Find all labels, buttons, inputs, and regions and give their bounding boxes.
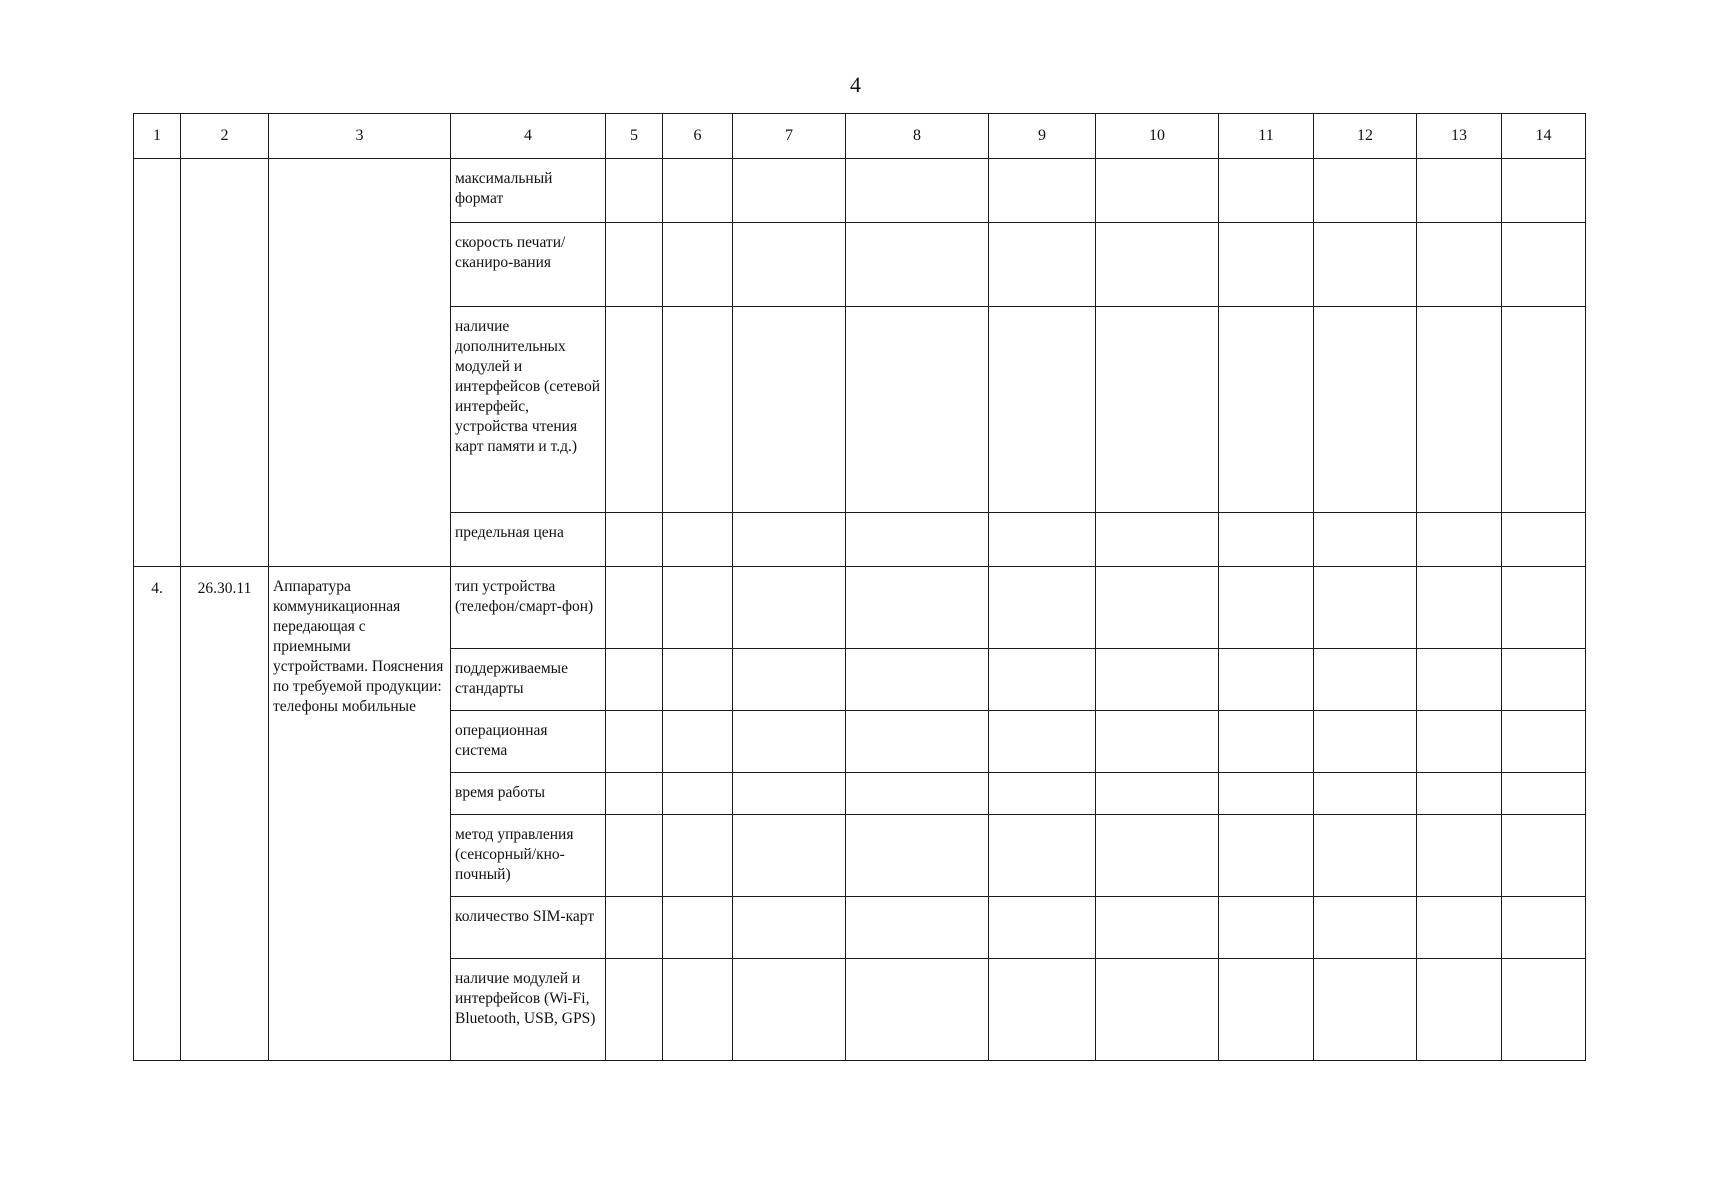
- item-code-cell: [181, 159, 269, 567]
- characteristic-cell: [451, 815, 606, 897]
- column-header: 11: [1219, 114, 1314, 159]
- empty-cell: [1314, 959, 1417, 1061]
- empty-cell: [606, 711, 663, 773]
- empty-cell: [1219, 815, 1314, 897]
- empty-cell: [606, 223, 663, 307]
- characteristic-cell: [451, 959, 606, 1061]
- empty-cell: [1096, 513, 1219, 567]
- empty-cell: [663, 223, 733, 307]
- column-header: 1: [134, 114, 181, 159]
- empty-cell: [989, 897, 1096, 959]
- empty-cell: [663, 897, 733, 959]
- characteristic-label: скорость печати/сканиро-вания: [455, 234, 566, 271]
- empty-cell: [1314, 773, 1417, 815]
- empty-cell: [1417, 513, 1502, 567]
- empty-cell: [733, 223, 846, 307]
- empty-cell: [846, 159, 989, 223]
- item-name-cell: [269, 567, 451, 1061]
- empty-cell: [1096, 773, 1219, 815]
- empty-cell: [989, 815, 1096, 897]
- characteristic-label: количество SIM-карт: [455, 908, 595, 925]
- empty-cell: [1219, 159, 1314, 223]
- empty-cell: [1314, 711, 1417, 773]
- empty-cell: [1096, 959, 1219, 1061]
- characteristic-cell: [451, 773, 606, 815]
- column-header: 13: [1417, 114, 1502, 159]
- column-header: 4: [451, 114, 606, 159]
- characteristic-cell: [451, 897, 606, 959]
- item-code-cell: [181, 567, 269, 1061]
- characteristic-cell: [451, 159, 606, 223]
- characteristic-label: максимальный формат: [455, 170, 553, 207]
- empty-cell: [733, 567, 846, 649]
- empty-cell: [663, 567, 733, 649]
- table-row: [134, 159, 1586, 223]
- empty-cell: [846, 815, 989, 897]
- column-header: 9: [989, 114, 1096, 159]
- empty-cell: [1096, 649, 1219, 711]
- empty-cell: [606, 815, 663, 897]
- empty-cell: [663, 815, 733, 897]
- characteristic-cell: [451, 307, 606, 513]
- empty-cell: [846, 773, 989, 815]
- empty-cell: [663, 959, 733, 1061]
- empty-cell: [1502, 307, 1586, 513]
- empty-cell: [1096, 815, 1219, 897]
- empty-cell: [989, 959, 1096, 1061]
- column-header: 5: [606, 114, 663, 159]
- requirements-table: [133, 113, 1586, 1061]
- characteristic-label: метод управления (сенсорный/кно-почный): [455, 826, 574, 883]
- empty-cell: [1219, 307, 1314, 513]
- empty-cell: [606, 897, 663, 959]
- empty-cell: [1502, 711, 1586, 773]
- empty-cell: [733, 649, 846, 711]
- column-header: 3: [269, 114, 451, 159]
- empty-cell: [663, 649, 733, 711]
- item-number: 4.: [151, 580, 163, 597]
- empty-cell: [1314, 815, 1417, 897]
- empty-cell: [846, 307, 989, 513]
- empty-cell: [989, 711, 1096, 773]
- column-header: 2: [181, 114, 269, 159]
- empty-cell: [1219, 711, 1314, 773]
- empty-cell: [1417, 223, 1502, 307]
- empty-cell: [733, 773, 846, 815]
- item-number-cell: [134, 567, 181, 1061]
- empty-cell: [1219, 649, 1314, 711]
- empty-cell: [733, 513, 846, 567]
- item-code: 26.30.11: [197, 580, 252, 597]
- empty-cell: [1502, 959, 1586, 1061]
- empty-cell: [846, 711, 989, 773]
- empty-cell: [846, 223, 989, 307]
- empty-cell: [663, 513, 733, 567]
- characteristic-label: операционная система: [455, 722, 548, 759]
- empty-cell: [1219, 567, 1314, 649]
- empty-cell: [1096, 159, 1219, 223]
- characteristic-label: предельная цена: [455, 524, 564, 541]
- empty-cell: [1096, 711, 1219, 773]
- column-header: 12: [1314, 114, 1417, 159]
- empty-cell: [989, 773, 1096, 815]
- page-number: 4: [850, 72, 861, 97]
- empty-cell: [1314, 307, 1417, 513]
- empty-cell: [606, 307, 663, 513]
- characteristic-cell: [451, 223, 606, 307]
- empty-cell: [606, 649, 663, 711]
- empty-cell: [846, 567, 989, 649]
- empty-cell: [846, 897, 989, 959]
- empty-cell: [1096, 307, 1219, 513]
- characteristic-cell: [451, 513, 606, 567]
- column-header: 6: [663, 114, 733, 159]
- empty-cell: [606, 513, 663, 567]
- header-row: [134, 114, 1586, 159]
- empty-cell: [663, 711, 733, 773]
- empty-cell: [846, 959, 989, 1061]
- empty-cell: [1219, 897, 1314, 959]
- empty-cell: [989, 223, 1096, 307]
- characteristic-cell: [451, 567, 606, 649]
- empty-cell: [989, 307, 1096, 513]
- column-header: 7: [733, 114, 846, 159]
- empty-cell: [733, 307, 846, 513]
- empty-cell: [1417, 773, 1502, 815]
- empty-cell: [733, 959, 846, 1061]
- empty-cell: [1417, 897, 1502, 959]
- empty-cell: [733, 159, 846, 223]
- empty-cell: [1502, 815, 1586, 897]
- characteristic-label: наличие дополнительных модулей и интерфейсов (сетевой интерфейс, устройства чтения карт памяти и т.д.): [455, 318, 601, 455]
- empty-cell: [1417, 711, 1502, 773]
- empty-cell: [1502, 159, 1586, 223]
- item-number-cell: [134, 159, 181, 567]
- characteristic-cell: [451, 711, 606, 773]
- empty-cell: [606, 773, 663, 815]
- column-header: 14: [1502, 114, 1586, 159]
- empty-cell: [1219, 959, 1314, 1061]
- table-row: [134, 567, 1586, 649]
- empty-cell: [1502, 567, 1586, 649]
- empty-cell: [1314, 159, 1417, 223]
- empty-cell: [663, 159, 733, 223]
- empty-cell: [1417, 649, 1502, 711]
- empty-cell: [1314, 897, 1417, 959]
- item-name: Аппаратура коммуникационная передающая с приемными устройствами. Пояснения по требуемой продукции: телефоны мобильные: [273, 578, 444, 715]
- empty-cell: [1314, 223, 1417, 307]
- empty-cell: [1502, 223, 1586, 307]
- empty-cell: [989, 513, 1096, 567]
- empty-cell: [1417, 567, 1502, 649]
- item-name-cell: [269, 159, 451, 567]
- empty-cell: [1502, 649, 1586, 711]
- empty-cell: [1417, 959, 1502, 1061]
- empty-cell: [606, 159, 663, 223]
- empty-cell: [1417, 307, 1502, 513]
- empty-cell: [606, 959, 663, 1061]
- empty-cell: [1502, 513, 1586, 567]
- empty-cell: [846, 513, 989, 567]
- empty-cell: [1502, 773, 1586, 815]
- empty-cell: [606, 567, 663, 649]
- empty-cell: [663, 773, 733, 815]
- empty-cell: [733, 897, 846, 959]
- empty-cell: [989, 567, 1096, 649]
- empty-cell: [1314, 513, 1417, 567]
- empty-cell: [846, 649, 989, 711]
- empty-cell: [1219, 223, 1314, 307]
- empty-cell: [989, 649, 1096, 711]
- characteristic-label: наличие модулей и интерфейсов (Wi-Fi, Bluetooth, USB, GPS): [455, 970, 596, 1027]
- empty-cell: [663, 307, 733, 513]
- characteristic-label: поддерживаемые стандарты: [455, 660, 568, 697]
- empty-cell: [733, 815, 846, 897]
- characteristic-label: время работы: [455, 784, 546, 801]
- empty-cell: [1314, 567, 1417, 649]
- characteristic-cell: [451, 649, 606, 711]
- empty-cell: [989, 159, 1096, 223]
- column-header: 10: [1096, 114, 1219, 159]
- empty-cell: [1219, 513, 1314, 567]
- empty-cell: [1417, 159, 1502, 223]
- empty-cell: [1219, 773, 1314, 815]
- empty-cell: [1502, 897, 1586, 959]
- empty-cell: [1096, 897, 1219, 959]
- empty-cell: [1096, 567, 1219, 649]
- empty-cell: [1096, 223, 1219, 307]
- empty-cell: [1314, 649, 1417, 711]
- characteristic-label: тип устройства (телефон/смарт-фон): [455, 578, 594, 615]
- column-header: 8: [846, 114, 989, 159]
- empty-cell: [1417, 815, 1502, 897]
- empty-cell: [733, 711, 846, 773]
